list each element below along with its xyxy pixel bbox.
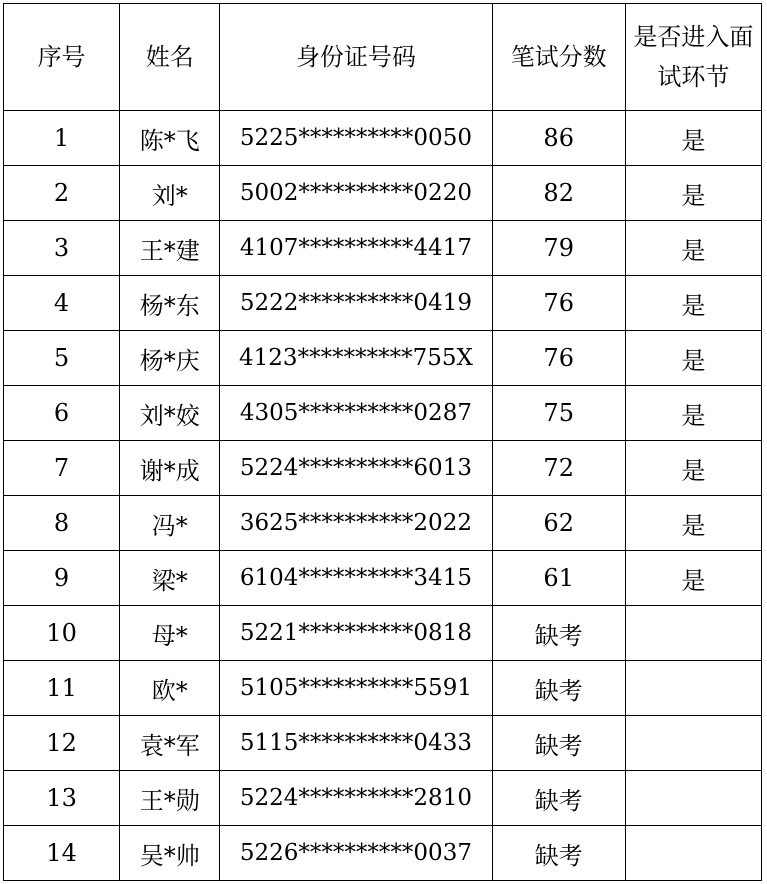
cell-id-number: 4305**********0287 <box>220 386 492 441</box>
cell-name: 袁*军 <box>120 716 220 771</box>
cell-pass: 是 <box>625 166 761 221</box>
cell-name: 王*建 <box>120 221 220 276</box>
cell-seq: 3 <box>4 221 120 276</box>
table-row <box>4 221 762 276</box>
table-row <box>4 716 762 771</box>
cell-score: 缺考 <box>492 771 625 826</box>
cell-seq: 9 <box>4 551 120 606</box>
cell-id-number: 5224**********6013 <box>220 441 492 496</box>
cell-pass: 是 <box>625 551 761 606</box>
cell-name: 杨*东 <box>120 276 220 331</box>
cell-seq: 14 <box>4 826 120 881</box>
cell-seq: 5 <box>4 331 120 386</box>
cell-id-number: 6104**********3415 <box>220 551 492 606</box>
cell-name: 陈*飞 <box>120 111 220 166</box>
cell-pass: 是 <box>625 441 761 496</box>
cell-score: 缺考 <box>492 826 625 881</box>
table-row <box>4 166 762 221</box>
table-body <box>4 111 762 881</box>
cell-pass <box>625 716 761 771</box>
cell-score: 86 <box>492 111 625 166</box>
cell-seq: 1 <box>4 111 120 166</box>
cell-id-number: 4123**********755X <box>220 331 492 386</box>
cell-id-number: 5002**********0220 <box>220 166 492 221</box>
cell-score: 72 <box>492 441 625 496</box>
cell-id-number: 5222**********0419 <box>220 276 492 331</box>
cell-seq: 7 <box>4 441 120 496</box>
header-score: 笔试分数 <box>492 4 625 111</box>
table-row <box>4 386 762 441</box>
cell-seq: 10 <box>4 606 120 661</box>
cell-score: 缺考 <box>492 716 625 771</box>
cell-score: 76 <box>492 331 625 386</box>
cell-pass: 是 <box>625 111 761 166</box>
table-row <box>4 111 762 166</box>
cell-seq: 13 <box>4 771 120 826</box>
cell-seq: 8 <box>4 496 120 551</box>
table-row <box>4 826 762 881</box>
cell-name: 杨*庆 <box>120 331 220 386</box>
cell-id-number: 3625**********2022 <box>220 496 492 551</box>
cell-seq: 2 <box>4 166 120 221</box>
cell-name: 刘*姣 <box>120 386 220 441</box>
cell-seq: 4 <box>4 276 120 331</box>
cell-name: 冯* <box>120 496 220 551</box>
cell-pass <box>625 771 761 826</box>
cell-pass: 是 <box>625 496 761 551</box>
cell-score: 76 <box>492 276 625 331</box>
cell-name: 母* <box>120 606 220 661</box>
cell-id-number: 5224**********2810 <box>220 771 492 826</box>
cell-score: 79 <box>492 221 625 276</box>
cell-pass <box>625 661 761 716</box>
cell-seq: 6 <box>4 386 120 441</box>
cell-id-number: 5225**********0050 <box>220 111 492 166</box>
table-row <box>4 551 762 606</box>
table-row <box>4 771 762 826</box>
cell-pass: 是 <box>625 331 761 386</box>
cell-id-number: 5226**********0037 <box>220 826 492 881</box>
header-id: 身份证号码 <box>220 4 492 111</box>
cell-seq: 11 <box>4 661 120 716</box>
table-row <box>4 441 762 496</box>
cell-id-number: 5105**********5591 <box>220 661 492 716</box>
cell-score: 62 <box>492 496 625 551</box>
exam-score-table <box>3 3 762 881</box>
cell-id-number: 5221**********0818 <box>220 606 492 661</box>
header-row <box>4 4 762 111</box>
table-row <box>4 606 762 661</box>
cell-name: 欧* <box>120 661 220 716</box>
table-row <box>4 496 762 551</box>
header-name: 姓名 <box>120 4 220 111</box>
table-row <box>4 276 762 331</box>
cell-score: 75 <box>492 386 625 441</box>
cell-name: 吴*帅 <box>120 826 220 881</box>
cell-name: 王*勋 <box>120 771 220 826</box>
table-row <box>4 661 762 716</box>
cell-score: 缺考 <box>492 661 625 716</box>
cell-id-number: 4107**********4417 <box>220 221 492 276</box>
table-row <box>4 331 762 386</box>
header-pass-label: 是否进入面试环节 <box>633 23 754 91</box>
cell-seq: 12 <box>4 716 120 771</box>
cell-pass: 是 <box>625 276 761 331</box>
cell-name: 谢*成 <box>120 441 220 496</box>
header-pass <box>625 4 761 111</box>
cell-name: 刘* <box>120 166 220 221</box>
cell-id-number: 5115**********0433 <box>220 716 492 771</box>
cell-pass <box>625 606 761 661</box>
cell-name: 梁* <box>120 551 220 606</box>
cell-score: 61 <box>492 551 625 606</box>
cell-pass: 是 <box>625 221 761 276</box>
cell-score: 缺考 <box>492 606 625 661</box>
cell-pass <box>625 826 761 881</box>
header-seq: 序号 <box>4 4 120 111</box>
cell-pass: 是 <box>625 386 761 441</box>
cell-score: 82 <box>492 166 625 221</box>
